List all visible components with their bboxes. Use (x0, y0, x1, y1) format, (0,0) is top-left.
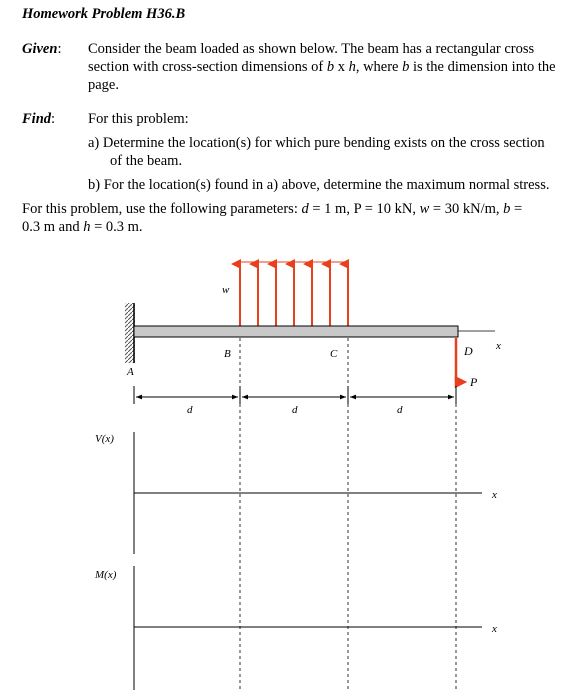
point-c-label: C (330, 348, 338, 360)
dimension-d-label-3: d (397, 404, 403, 416)
dimension-lines (134, 386, 456, 404)
point-load-p-label: P (470, 375, 478, 389)
given-label: Given: (22, 41, 62, 57)
moment-diagram-label: M(x) (95, 569, 117, 581)
dimension-d-label-1: d (187, 404, 193, 416)
shear-diagram-label: V(x) (95, 433, 114, 445)
given-line-1: Consider the beam loaded as shown below. The beam has a rectangular cross (88, 41, 535, 57)
find-part-a-line-1: a) Determine the location(s) for which pure bending exists on the cross section (88, 135, 545, 151)
point-d-label: D (464, 344, 473, 358)
find-part-a-line-2: of the beam. (110, 153, 183, 169)
find-label: Find: (22, 111, 56, 127)
problem-title: Homework Problem H36.B (22, 6, 186, 22)
parameters-line-2: 0.3 m and h = 0.3 m. (22, 219, 143, 235)
point-b-label: B (224, 348, 231, 360)
given-line-3: page. (88, 77, 119, 93)
load-w-label: w (222, 284, 230, 296)
distributed-load-arrows (240, 262, 349, 326)
parameters-line-1: For this problem, use the following parameters: d = 1 m, P = 10 kN, w = 30 kN/m, b = (22, 201, 523, 217)
find-intro: For this problem: (88, 111, 189, 127)
shear-diagram-x-label: x (492, 489, 497, 501)
find-part-b: b) For the location(s) found in a) above, determine the maximum normal stress. (88, 177, 550, 193)
beam-x-label: x (496, 340, 501, 352)
moment-diagram-x-label: x (492, 623, 497, 635)
beam (134, 326, 458, 337)
dimension-d-label-2: d (292, 404, 298, 416)
given-line-2: section with cross-section dimensions of b x h, where b is the dimension into the (88, 59, 556, 75)
point-a-label: A (127, 366, 134, 378)
